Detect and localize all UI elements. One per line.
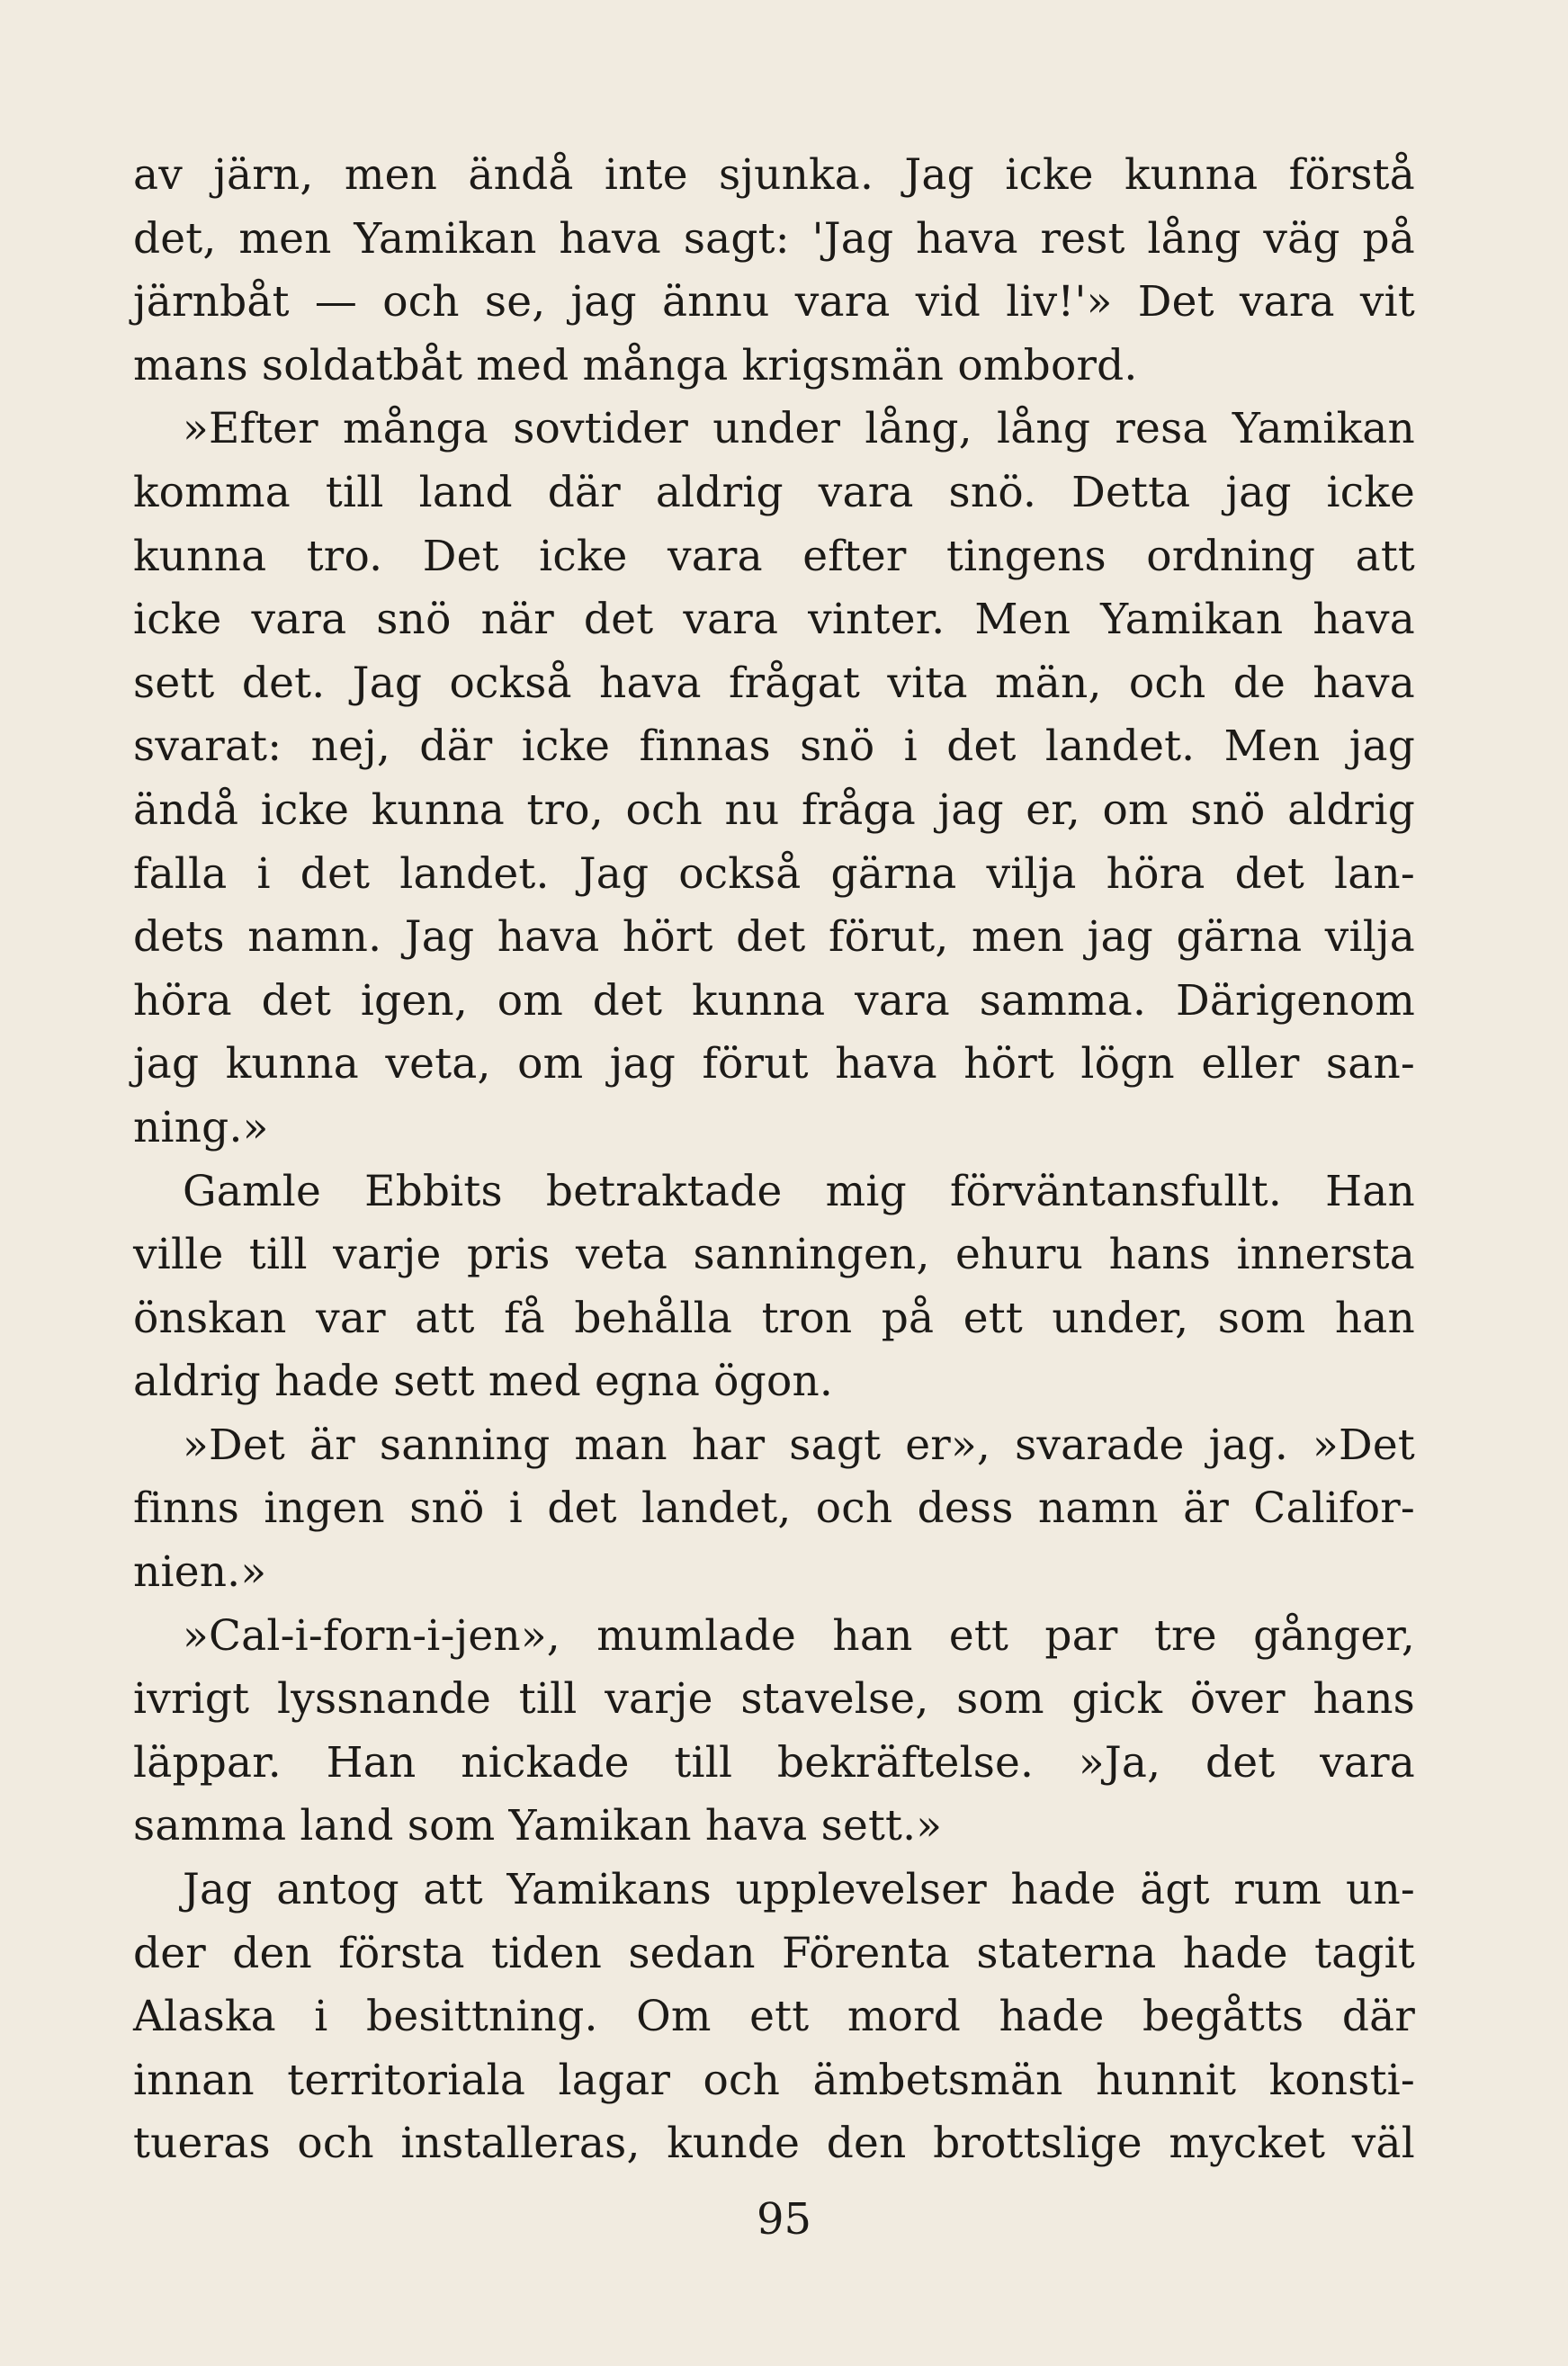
text-line: det, men Yamikan hava sagt: 'Jag hava rest lång väg på: [133, 213, 1415, 264]
text-line: kunna tro. Det icke vara efter tingens ordning att: [133, 531, 1415, 581]
text-line: ändå icke kunna tro, och nu fråga jag er, om snö aldrig: [133, 784, 1415, 835]
text-line: jag kunna veta, om jag förut hava hört lögn eller san-: [133, 1039, 1415, 1089]
text-line: ville till varje pris veta sanningen, ehuru hans innersta: [133, 1230, 1415, 1280]
text-line: Gamle Ebbits betraktade mig förväntansfullt. Han: [183, 1166, 1415, 1216]
text-line: svarat: nej, där icke finnas snö i det landet. Men jag: [133, 721, 1415, 772]
text-line: innan territoriala lagar och ämbetsmän hunnit konsti-: [133, 2055, 1415, 2105]
text-line: icke vara snö när det vara vinter. Men Yamikan hava: [133, 595, 1415, 645]
text-line: önskan var att få behålla tron på ett under, som han: [133, 1293, 1415, 1343]
text-line: tueras och installeras, kunde den brottslige mycket väl: [133, 2119, 1415, 2169]
text-line: »Efter många sovtider under lång, lång resa Yamikan: [183, 404, 1415, 454]
text-line: aldrig hade sett med egna ögon.: [133, 1357, 834, 1407]
text-line: nien.»: [133, 1547, 267, 1598]
text-line: »Cal-i-forn-i-jen», mumlade han ett par tre gånger,: [183, 1610, 1415, 1661]
text-line: sett det. Jag också hava frågat vita män, och de hava: [133, 658, 1415, 708]
text-line: ivrigt lyssnande till varje stavelse, som gick över hans: [133, 1674, 1415, 1725]
text-line: der den första tiden sedan Förenta staterna hade tagit: [133, 1928, 1415, 1978]
text-line: komma till land där aldrig vara snö. Detta jag icke: [133, 467, 1415, 517]
text-line: mans soldatbåt med många krigsmän ombord.: [133, 340, 1138, 390]
text-line: Alaska i besittning. Om ett mord hade begåtts där: [133, 1992, 1415, 2042]
text-line: höra det igen, om det kunna vara samma. Därigenom: [133, 975, 1415, 1026]
text-line: Jag antog att Yamikans upplevelser hade ägt rum un-: [183, 1865, 1415, 1915]
text-line: av järn, men ändå inte sjunka. Jag icke kunna förstå: [133, 150, 1415, 200]
text-line: samma land som Yamikan hava sett.»: [133, 1801, 943, 1851]
page-number: 95: [756, 2194, 812, 2245]
text-line: järnbåt — och se, jag ännu vara vid liv!'» Det vara vit: [133, 277, 1415, 327]
text-line: ning.»: [133, 1102, 269, 1152]
text-line: dets namn. Jag hava hört det förut, men jag gärna vilja: [133, 912, 1415, 963]
body-text: [133, 144, 1415, 2176]
text-line: läppar. Han nickade till bekräftelse. »Ja, det vara: [133, 1737, 1415, 1788]
text-line: falla i det landet. Jag också gärna vilja höra det lan-: [133, 848, 1415, 899]
text-line: »Det är sanning man har sagt er», svarade jag. »Det: [183, 1420, 1415, 1470]
text-line: finns ingen snö i det landet, och dess namn är Califor-: [133, 1483, 1415, 1534]
